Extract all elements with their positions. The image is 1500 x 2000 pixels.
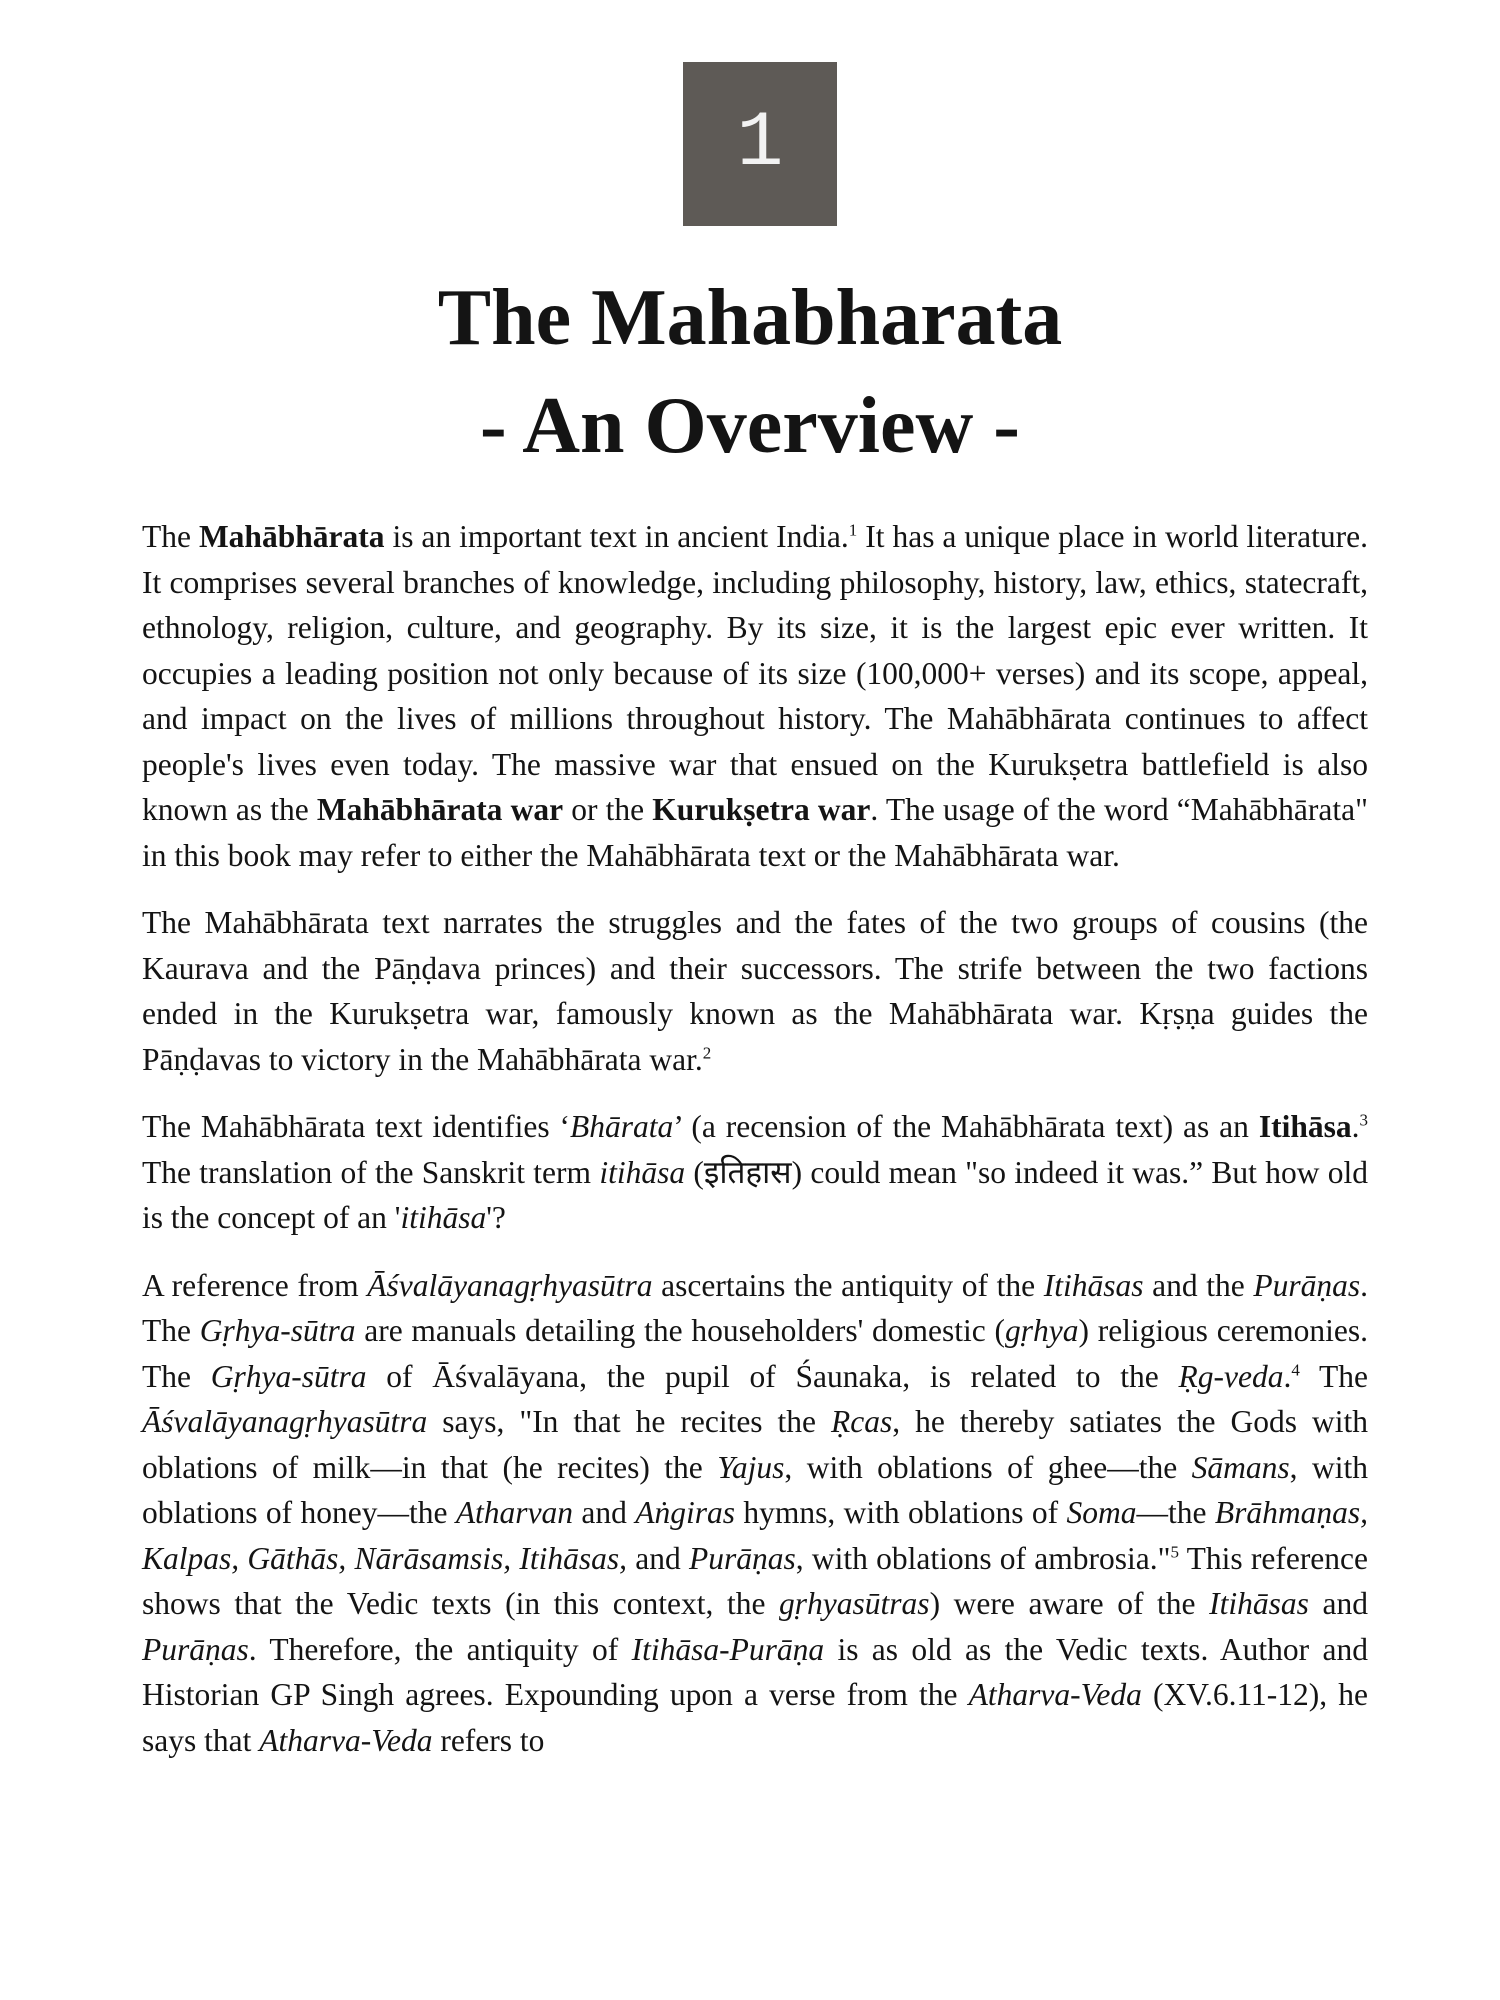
paragraph-4: A reference from Āśvalāyanagṛhyasūtra ascertains the antiquity of the Itihāsas and the Purāṇas. The Gṛhya-sūtra are manuals detailing the householders' domestic (gṛhya) religious ceremonies. The Gṛhya-sūtra of Āśvalāyana, the pupil of Śaunaka, is related to the Ṛg-veda.$^4$ The Āśvalāyanagṛhyasūtra says, "In that he recites the Ṛcas, he thereby satiates the Gods with oblations of milk—in that (he recites) the Yajus, with oblations of ghee—the Sāmans, with oblations of honey—the Atharvan and Aṅgiras hymns, with oblations of Soma—the Brāhmaṇas, Kalpas, Gāthās, Nārāsamsis, Itihāsas, and Purāṇas, with oblations of ambrosia."$^5$ This reference shows that the Vedic texts (in this context, the gṛhyasūtras) were aware of the Itihāsas and Purāṇas. Therefore, the antiquity of Itihāsa-Purāṇa is as old as the Vedic texts. Author and Historian GP Singh agrees. Expounding upon a verse from the Atharva-Veda (XV.6.11-12), he says that Atharva-Veda refers to: [142, 1267, 1369, 1758]
body-text: [142, 514, 1368, 1763]
paragraph-2: The Mahābhārata text narrates the struggles and the fates of the two groups of cousins (the Kaurava and the Pāṇḍava princes) and their successors. The strife between the two factions ended in the Kurukṣetra war, famously known as the Mahābhārata war. Kṛṣṇa guides the Pāṇḍavas to victory in the Mahābhārata war.$^2$: [142, 905, 1368, 1077]
chapter-title: The Mahabharata: [437, 274, 1063, 362]
paragraph-3: The Mahābhārata text identifies ‘Bhārata’ (a recension of the Mahābhārata text) as an Itihāsa.$^3$ The translation of the Sanskrit term itihāsa (इतिहास) could mean "so indeed it was.” But how old is the concept of an 'itihāsa'?: [142, 1109, 1368, 1235]
footnote-ref-5: 5: [1170, 1542, 1179, 1561]
footnote-ref-2: 2: [702, 1043, 712, 1062]
chapter-subtitle: - An Overview -: [480, 382, 1020, 470]
chapter-number-box: [683, 62, 837, 226]
paragraph-1: The Mahābhārata is an important text in ancient India.$^1$ It has a unique place in world literature. It comprises several branches of knowledge, including philosophy, history, law, ethics, statecraft, ethnology, religion, culture, and geography. By its size, it is the largest epic ever written. It occupies a leading position not only because of its size (100,000+ verses) and its scope, appeal, and impact on the lives of millions throughout history. The Mahābhārata continues to affect people's lives even today. The massive war that ensued on the Kurukṣetra battlefield is also known as the Mahābhārata war or the Kurukṣetra war. The usage of the word “Mahābhārata" in this book may refer to either the Mahābhārata text or the Mahābhārata war.: [142, 519, 1368, 873]
footnote-ref-4: 4: [1291, 1360, 1300, 1379]
footnote-ref-1: 1: [848, 520, 858, 540]
chapter-number: 1: [736, 100, 784, 188]
footnote-ref-3: 3: [1359, 1110, 1368, 1130]
